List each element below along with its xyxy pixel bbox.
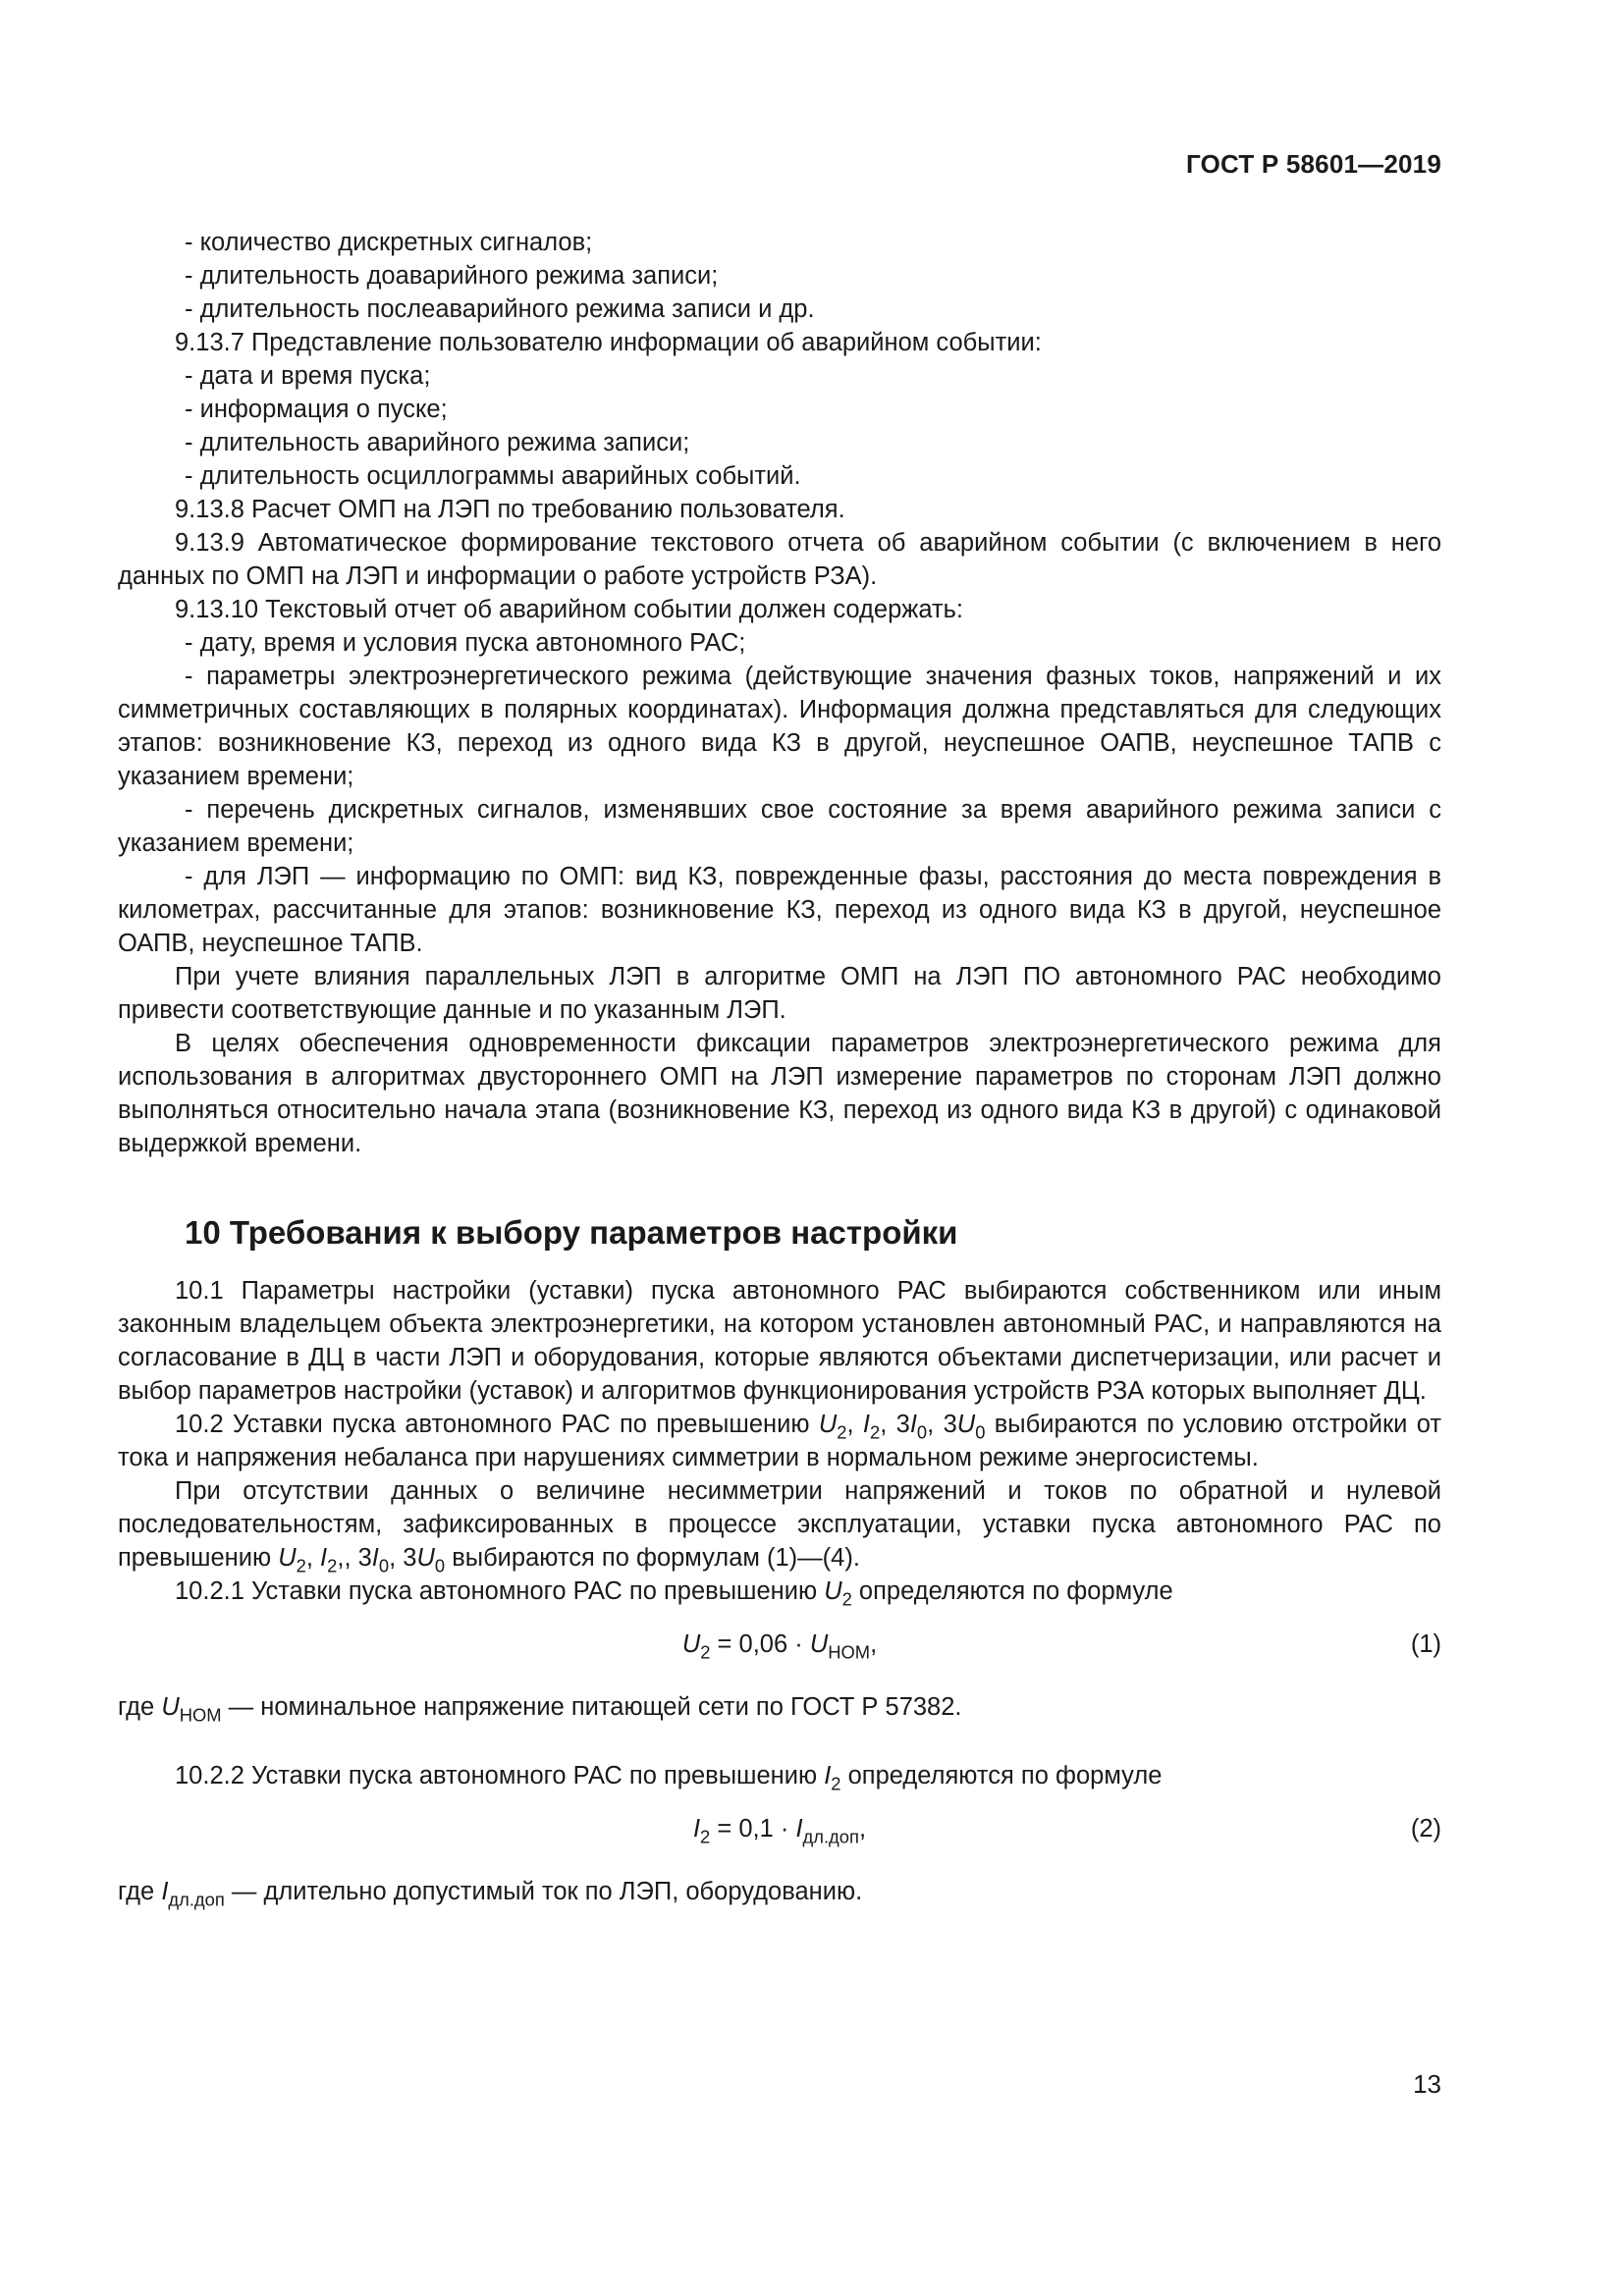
clause-10-1: 10.1 Параметры настройки (уставки) пуска автономного РАС выбираются собственником или иным законным владельцем объекта электроэнергетики, на котором установлен автономный РАС, и направляются на согласование в ДЦ в части ЛЭП и оборудования, которые являются объектами диспетчеризации, или расчет и выбор параметров настройки (уставок) и алгоритмов функционирования устройств РЗА которых выполняет ДЦ. bbox=[118, 1277, 1441, 1405]
list-item: - длительность аварийного режима записи; bbox=[185, 429, 690, 456]
paragraph-parallel-lines: При учете влияния параллельных ЛЭП в алгоритме ОМП на ЛЭП ПО автономного РАС необходимо привести соответствующие данные и по указанным ЛЭП. bbox=[118, 963, 1441, 1024]
formula-legend: где $I_{дл.доп}$ — длительно допустимый ток по ЛЭП, оборудованию. bbox=[118, 1878, 863, 1910]
list-item: - длительность осциллограммы аварийных событий. bbox=[185, 462, 801, 490]
clause-10-2: 10.2 Уставки пуска автономного РАС по превышению $U_2$, $I_2$, $3I_0$, $3U_0$ выбираются по условию отстройки от тока и напряжения небаланса при нарушениях симметрии в нормальном режиме энергосистемы. bbox=[118, 1411, 1441, 1471]
list-item: - информация о пуске; bbox=[185, 396, 448, 423]
formula-2 bbox=[118, 1812, 1441, 1851]
clause-10-2-1: 10.2.1 Уставки пуска автономного РАС по превышению $U_2$ определяются по формуле bbox=[175, 1577, 1173, 1610]
clause-9-13-8: 9.13.8 Расчет ОМП на ЛЭП по требованию пользователя. bbox=[175, 496, 845, 523]
formula-number: (1) bbox=[1410, 1630, 1441, 1658]
paragraph-absence-of-data: При отсутствии данных о величине несимметрии напряжений и токов по обратной и нулевой последовательностям, зафиксированных в процессе эксплуатации, уставки пуска автономного РАС по превышению $U_2$, $I_2$,, $3I_0$, $3U_0$ выбираются по формулам (1)—(4). bbox=[118, 1477, 1441, 1576]
formula-1 bbox=[118, 1628, 1441, 1667]
list-item: - дата и время пуска; bbox=[185, 362, 431, 390]
clause-9-13-7: 9.13.7 Представление пользователю информации об аварийном событии: bbox=[175, 329, 1042, 356]
list-item: - перечень дискретных сигналов, изменявших свое состояние за время аварийного режима записи с указанием времени; bbox=[118, 796, 1441, 857]
formula-legend: где $U_{НОМ}$ — номинальное напряжение питающей сети по ГОСТ Р 57382. bbox=[118, 1693, 962, 1726]
list-item: - длительность доаварийного режима записи; bbox=[185, 262, 719, 290]
formula-number: (2) bbox=[1410, 1815, 1441, 1842]
page-number: 13 bbox=[1413, 2069, 1441, 2099]
clause-9-13-10: 9.13.10 Текстовый отчет об аварийном событии должен содержать: bbox=[175, 596, 964, 623]
list-item: - для ЛЭП — информацию по ОМП: вид КЗ, поврежденные фазы, расстояния до места повреждения в километрах, рассчитанные для этапов: возникновение КЗ, переход из одного вида КЗ в другой, неуспешное ОАПВ, неуспешное ТАПВ. bbox=[118, 863, 1441, 957]
list-item: - длительность послеаварийного режима записи и др. bbox=[185, 295, 815, 323]
list-item: - параметры электроэнергетического режима (действующие значения фазных токов, напряжений и их симметричных составляющих в полярных координатах). Информация должна представляться для следующих этапов: возникновение КЗ, переход из одного вида КЗ в другой, неуспешное ОАПВ, неуспешное ТАПВ с указанием времени; bbox=[118, 663, 1441, 790]
list-item: - количество дискретных сигналов; bbox=[185, 229, 593, 256]
list-item: - дату, время и условия пуска автономного РАС; bbox=[185, 629, 746, 657]
clause-9-13-9: 9.13.9 Автоматическое формирование текстового отчета об аварийном событии (с включением в него данных по ОМП на ЛЭП и информации о работе устройств РЗА). bbox=[118, 529, 1441, 590]
document-body bbox=[118, 226, 1441, 1944]
paragraph-synchronization: В целях обеспечения одновременности фиксации параметров электроэнергетического режима для использования в алгоритмах двустороннего ОМП на ЛЭП измерение параметров по сторонам ЛЭП должно выполняться относительно начала этапа (возникновение КЗ, переход из одного вида КЗ в другой) с одинаковой выдержкой времени. bbox=[118, 1030, 1441, 1157]
formula-expression: $U_2 = 0,06 \cdot U_{НОМ}$, bbox=[681, 1630, 878, 1663]
section-heading: 10 Требования к выбору параметров настройки bbox=[185, 1214, 958, 1251]
document-header: ГОСТ Р 58601—2019 bbox=[1186, 149, 1441, 179]
formula-expression: $I_2 = 0,1 \cdot I_{дл.доп}$, bbox=[692, 1815, 867, 1847]
clause-10-2-2: 10.2.2 Уставки пуска автономного РАС по превышению $I_2$ определяются по формуле bbox=[175, 1762, 1163, 1794]
